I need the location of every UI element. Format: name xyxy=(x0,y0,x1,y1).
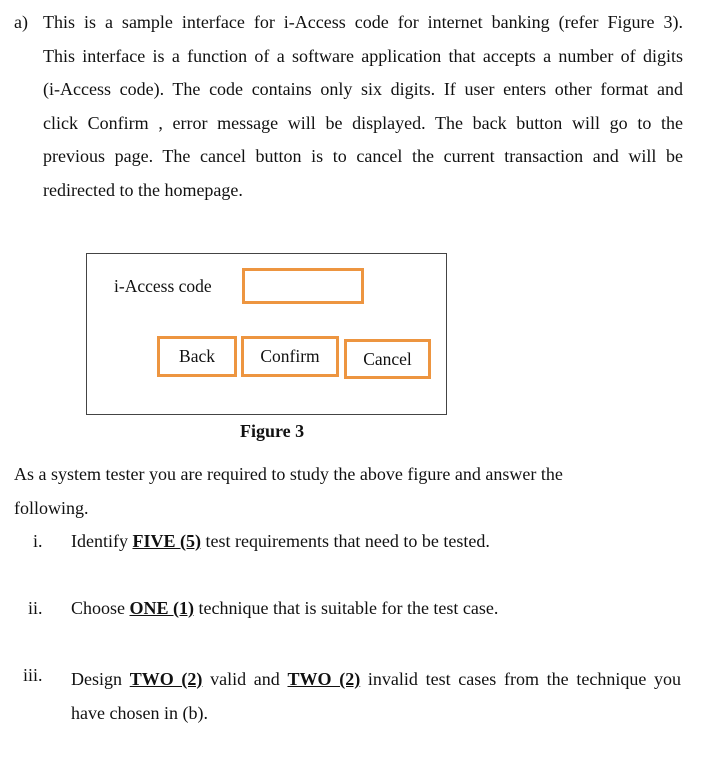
tester-instructions xyxy=(14,458,654,525)
confirm-button[interactable]: Confirm xyxy=(241,336,339,377)
tester-line: following. xyxy=(14,497,89,518)
item-emphasis: TWO (2) xyxy=(129,669,203,689)
question-label: a) xyxy=(14,12,28,32)
item-text-post: technique that is suitable for the test case. xyxy=(194,598,499,618)
item-number: ii. xyxy=(28,598,43,618)
item-text-post: invalid test cases from the technique you xyxy=(360,669,682,689)
item-iii-text xyxy=(71,662,681,730)
item-text-post: test requirements that need to be tested. xyxy=(200,531,490,551)
item-text-mid: valid and xyxy=(202,669,288,689)
intro-line: previous page. The cancel button is to cancel the current transaction and will be xyxy=(43,146,683,166)
cancel-button[interactable]: Cancel xyxy=(344,339,431,379)
item-emphasis: ONE (1) xyxy=(129,598,194,618)
item-emphasis: FIVE (5) xyxy=(132,531,201,551)
intro-line: click Confirm , error message will be displayed. The back button will go to the xyxy=(43,112,683,133)
intro-line: redirected to the homepage. xyxy=(43,179,243,200)
tester-line: As a system tester you are required to study the above figure and answer the xyxy=(14,464,563,484)
intro-line: This is a sample interface for i-Access code for internet banking (refer Figure 3). xyxy=(43,12,683,32)
item-text-pre: Choose xyxy=(71,598,130,618)
item-line: have chosen in (b). xyxy=(71,703,208,723)
item-ii-text xyxy=(71,595,498,621)
item-emphasis: TWO (2) xyxy=(287,669,361,689)
item-text-pre: Identify xyxy=(71,531,133,551)
i-access-code-input[interactable] xyxy=(242,268,364,304)
item-line xyxy=(71,662,681,696)
intro-line: (i-Access code). The code contains only six digits. If user enters other format and xyxy=(43,79,683,99)
intro-line: This interface is a function of a software application that accepts a number of digits xyxy=(43,45,683,66)
back-button[interactable]: Back xyxy=(157,336,237,377)
figure-caption: Figure 3 xyxy=(240,421,305,441)
item-text-pre: Design xyxy=(71,669,130,689)
question-intro xyxy=(43,6,683,207)
item-number: i. xyxy=(33,531,43,551)
i-access-code-label: i-Access code xyxy=(114,276,212,296)
item-i-text xyxy=(71,528,490,554)
item-number: iii. xyxy=(23,665,43,685)
